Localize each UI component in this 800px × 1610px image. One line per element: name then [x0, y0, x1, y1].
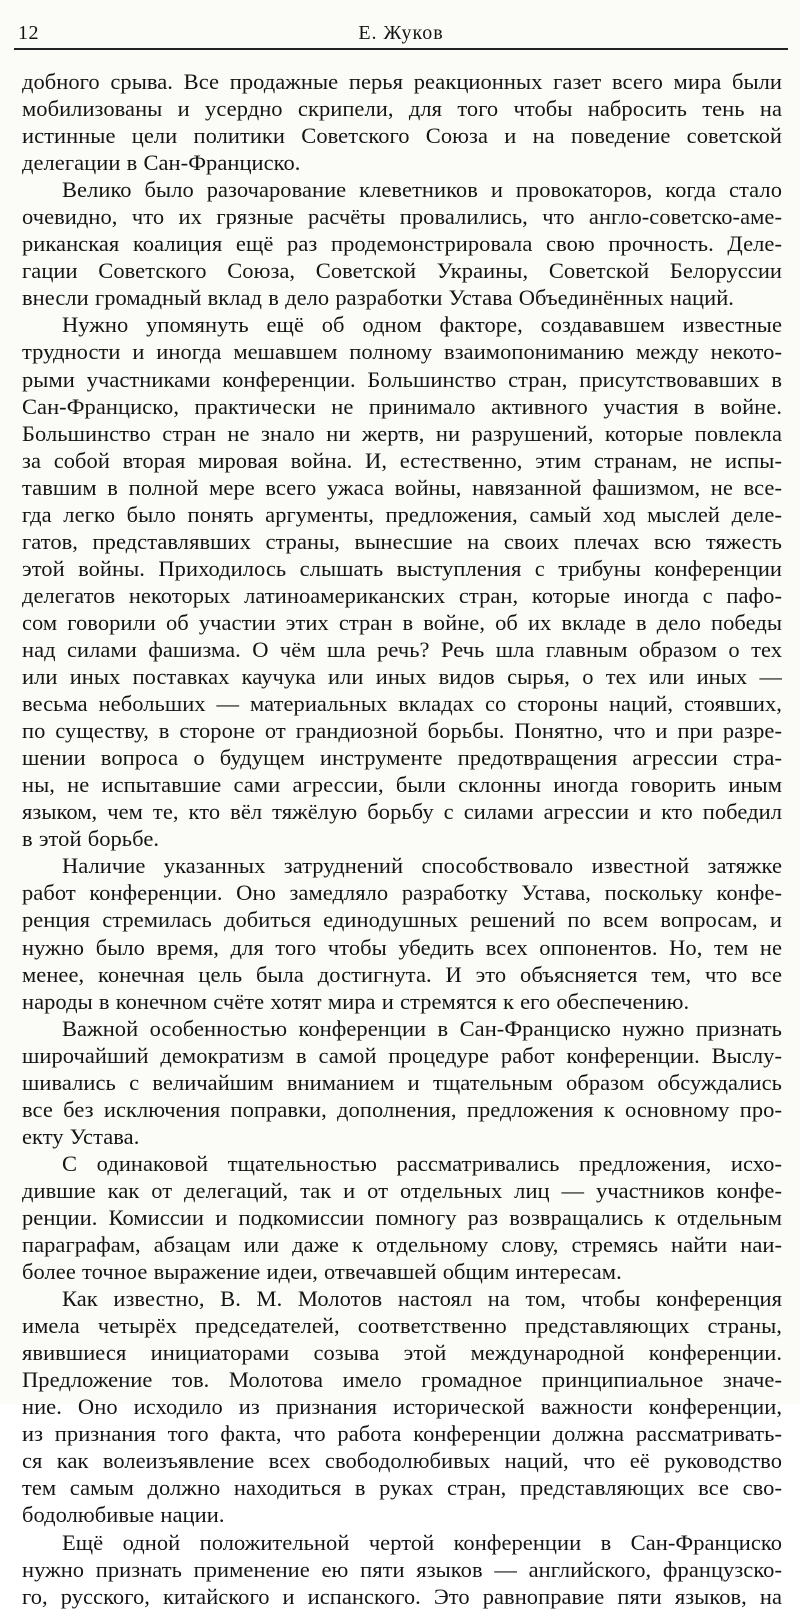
text-line: Ещё одной положительной чертой конференции в Сан-Франциско	[62, 1529, 782, 1555]
text-line: имела четырёх председателей, соответственно представляющих страны,	[22, 1313, 782, 1339]
page-header	[14, 18, 788, 48]
paragraph	[22, 1285, 782, 1528]
text-line: все без исключения поправки, дополнения, предложения к основному про-	[22, 1096, 782, 1122]
text-line: рыми участниками конференции. Большинство стран, присутствовавших в	[22, 366, 782, 392]
text-line: параграфам, абзацам или даже к отдельному слову, стремясь найти наи-	[22, 1232, 782, 1258]
text-line: ны, не испытавшие сами агрессии, были склонны иногда говорить иным	[22, 772, 782, 798]
text-line: истинные цели политики Советского Союза и на поведение советской	[22, 123, 782, 149]
text-line: или иных поставках каучука или иных видов сырья, о тех или иных —	[22, 664, 782, 690]
paragraph	[22, 311, 782, 852]
text-line: екту Устава.	[22, 1123, 140, 1149]
text-line: работ конференции. Оно замедляло разработку Устава, поскольку конфе-	[22, 880, 782, 906]
text-line: ся как волеизъявление всех свободолюбивых наций, что её руководство	[22, 1448, 782, 1474]
text-line: Важной особенностью конференции в Сан-Франциско нужно признать	[62, 1015, 782, 1041]
body-text	[22, 68, 782, 1610]
text-line: менее, конечная цель была достигнута. И это объясняется тем, что все	[22, 961, 782, 987]
text-line: сом говорили об участии этих стран в войне, об их вкладе в дело победы	[22, 609, 782, 635]
text-line: этой войны. Приходилось слышать выступления с трибуны конференции	[22, 555, 782, 581]
text-line: шении вопроса о будущем инструменте предотвращения агрессии стра-	[22, 745, 782, 771]
text-line: из признания того факта, что работа конференции должна рассматривать-	[22, 1421, 782, 1447]
paragraph	[22, 1150, 782, 1285]
paragraph	[22, 852, 782, 1014]
text-line: Наличие указанных затруднений способствовало известной затяжке	[62, 853, 782, 879]
text-line: над силами фашизма. О чём шла речь? Речь шла главным образом о тех	[22, 636, 782, 662]
text-line: делегатов некоторых латиноамериканских стран, которые иногда с пафо-	[22, 582, 782, 608]
text-line: С одинаковой тщательностью рассматривались предложения, исхо-	[62, 1150, 782, 1176]
text-line: мобилизованы и усердно скрипели, для того чтобы набросить тень на	[22, 96, 782, 122]
paragraph	[22, 1529, 782, 1610]
paragraph	[22, 1015, 782, 1150]
text-line: Большинство стран не знало ни жертв, ни разрушений, которые повлекла	[22, 420, 782, 446]
text-line: явившиеся инициаторами созыва этой международной конференции.	[22, 1340, 782, 1366]
text-line: трудности и иногда мешавшем полному взаимопониманию между некото-	[22, 339, 782, 365]
text-line: ренции. Комиссии и подкомиссии помногу раз возвращались к отдельным	[22, 1204, 782, 1230]
text-line: по существу, в стороне от грандиозной борьбы. Понятно, что и при разре-	[22, 718, 782, 744]
text-line: внесли громадный вклад в дело разработки Устава Объединённых наций.	[22, 285, 734, 311]
running-head-author: Е. Жуков	[358, 22, 444, 44]
text-line: тавшим в полной мере всего ужаса войны, навязанной фашизмом, не все-	[22, 474, 782, 500]
page-number: 12	[18, 22, 39, 44]
text-line: гации Советского Союза, Советской Украины, Советской Белоруссии	[22, 258, 782, 284]
text-line: бодолюбивые нации.	[22, 1502, 225, 1528]
text-line: делегации в Сан-Франциско.	[22, 150, 301, 176]
text-line: за собой вторая мировая война. И, естественно, этим странам, не испы-	[22, 447, 782, 473]
text-line: весьма небольших — материальных вкладах со стороны наций, стоявших,	[22, 691, 782, 717]
text-line: очевидно, что их грязные расчёты провалились, что англо-советско-аме-	[22, 204, 782, 230]
text-line: ренция стремилась добиться единодушных решений по всем вопросам, и	[22, 907, 782, 933]
text-line: тем самым должно находиться в руках стран, представляющих все сво-	[22, 1475, 782, 1501]
text-line: народы в конечном счёте хотят мира и стремятся к его обеспечению.	[22, 988, 690, 1014]
text-line: широчайший демократизм в самой процедуре работ конференции. Выслу-	[22, 1042, 782, 1068]
paragraph	[22, 68, 782, 176]
header-rule	[14, 48, 788, 50]
text-line: Предложение тов. Молотова имело громадное принципиальное значе-	[22, 1367, 782, 1393]
text-line: ние. Оно исходило из признания исторической важности конференции,	[22, 1394, 782, 1420]
text-line: го, русского, китайского и испанского. Это равноправие пяти языков, на	[22, 1583, 782, 1609]
text-line: гатов, представлявших страны, вынесшие на своих плечах всю тяжесть	[22, 528, 782, 554]
text-line: шивались с величайшим вниманием и тщательным образом обсуждались	[22, 1069, 782, 1095]
text-line: языком, чем те, кто вёл тяжёлую борьбу с силами агрессии и кто победил	[22, 799, 782, 825]
text-line: риканская коалиция ещё раз продемонстрировала свою прочность. Деле-	[22, 231, 782, 257]
text-line: Сан-Франциско, практически не принимало активного участия в войне.	[22, 393, 782, 419]
text-line: более точное выражение идеи, отвечавшей общим интересам.	[22, 1259, 622, 1285]
text-line: нужно признать применение ею пяти языков — английского, французско-	[22, 1556, 782, 1582]
text-line: добного срыва. Все продажные перья реакционных газет всего мира были	[22, 69, 782, 94]
text-line: Велико было разочарование клеветников и провокаторов, когда стало	[62, 177, 782, 203]
text-line: Нужно упомянуть ещё об одном факторе, создававшем известные	[62, 312, 782, 338]
text-line: в этой борьбе.	[22, 826, 160, 852]
text-line: Как известно, В. М. Молотов настоял на том, чтобы конференция	[62, 1286, 782, 1312]
text-line: нужно было время, для того чтобы убедить всех оппонентов. Но, тем не	[22, 934, 782, 960]
text-line: дившие как от делегаций, так и от отдельных лиц — участников конфе-	[22, 1177, 782, 1203]
paragraph	[22, 176, 782, 311]
text-line: гда легко было понять аргументы, предложения, самый ход мыслей деле-	[22, 501, 782, 527]
